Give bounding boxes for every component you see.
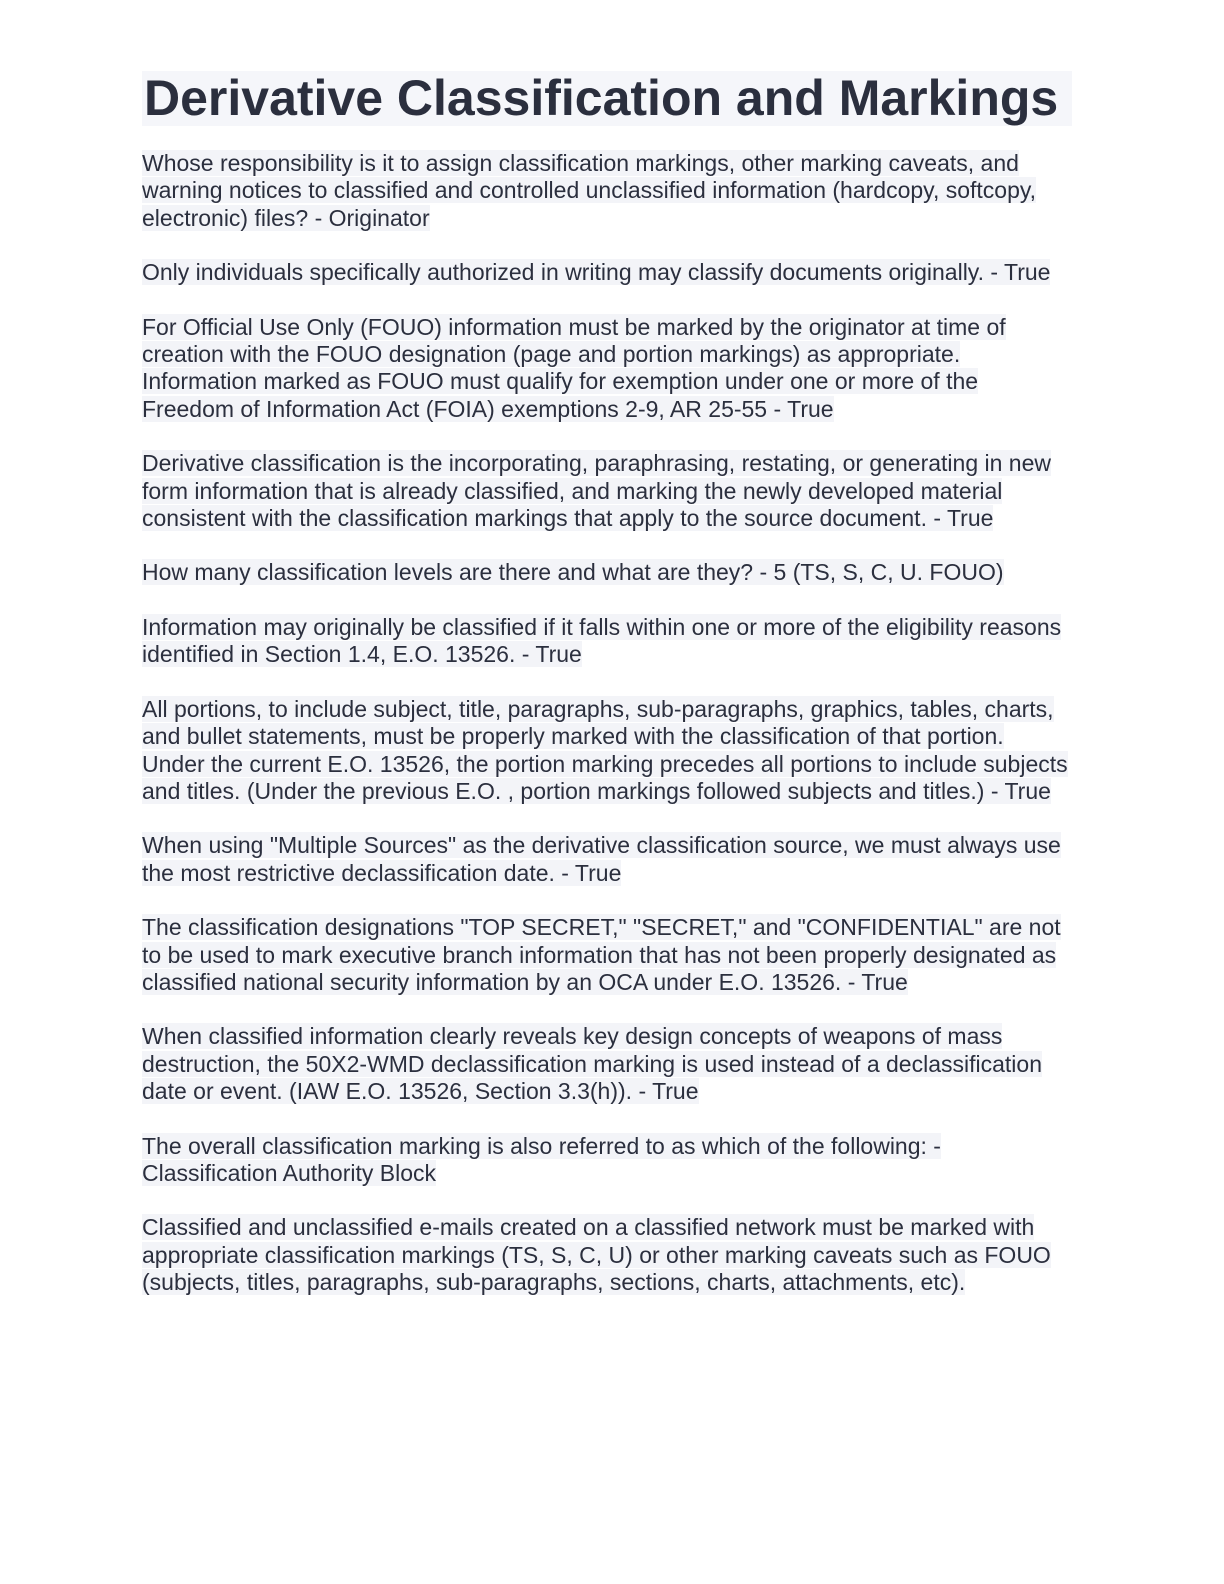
document-title: Derivative Classification and Markings — [142, 71, 1072, 126]
qa-text: For Official Use Only (FOUO) information must be marked by the originator at time of creation with the FOUO designation (page and portion markings) as appropriate. Information marked as FOUO must qualify for exemption under one or more of the Freedom of Information Act (FOIA) exemptions 2-9, AR 25-55 - True — [142, 313, 1006, 422]
qa-item-7 — [142, 696, 1072, 806]
document-page — [142, 71, 1072, 1324]
qa-text: When using "Multiple Sources" as the derivative classification source, we must always use the most restrictive declassification date. - True — [142, 832, 1061, 886]
qa-text: The overall classification marking is also referred to as which of the following: - Classification Authority Block — [142, 1132, 941, 1186]
qa-text: Classified and unclassified e-mails created on a classified network must be marked with appropriate classification markings (TS, S, C, U) or other marking caveats such as FOUO (subjects, titles, paragraphs, sub-paragraphs, sections, charts, attachments, etc). — [142, 1214, 1051, 1296]
qa-text: How many classification levels are there and what are they? - 5 (TS, S, C, U. FOUO) — [142, 559, 1004, 586]
qa-item-9 — [142, 914, 1072, 996]
qa-item-12 — [142, 1214, 1072, 1296]
qa-item-5 — [142, 559, 1072, 586]
qa-item-10 — [142, 1023, 1072, 1105]
qa-item-1 — [142, 150, 1072, 232]
qa-text: The classification designations "TOP SECRET," "SECRET," and "CONFIDENTIAL" are not to be used to mark executive branch information that has not been properly designated as classified national security information by an OCA under E.O. 13526. - True — [142, 914, 1061, 995]
qa-text: Whose responsibility is it to assign classification markings, other marking caveats, and warning notices to classified and controlled unclassified information (hardcopy, softcopy, electronic) files? - Originator — [142, 150, 1037, 231]
qa-text: Only individuals specifically authorized in writing may classify documents originally. - True — [142, 259, 1051, 286]
qa-text: Derivative classification is the incorporating, paraphrasing, restating, or generating in new form information that is already classified, and marking the newly developed material consistent with the classification markings that apply to the source document. - True — [142, 450, 1051, 532]
qa-text: All portions, to include subject, title, paragraphs, sub-paragraphs, graphics, tables, charts, and bullet statements, must be properly marked with the classification of that portion. Under the current E.O. 13526, the portion marking precedes all portions to include subjects and titles. (Under the previous E.O. , portion markings followed subjects and titles.) - True — [142, 695, 1068, 804]
qa-item-4 — [142, 450, 1072, 532]
qa-item-11 — [142, 1133, 1072, 1188]
qa-text: When classified information clearly reveals key design concepts of weapons of mass destruction, the 50X2-WMD declassification marking is used instead of a declassification date or event. (IAW E.O. 13526, Section 3.3(h)). - True — [142, 1023, 1042, 1105]
qa-item-2 — [142, 259, 1072, 286]
qa-item-6 — [142, 614, 1072, 669]
qa-text: Information may originally be classified if it falls within one or more of the eligibility reasons identified in Section 1.4, E.O. 13526. - True — [142, 613, 1062, 668]
qa-item-8 — [142, 832, 1072, 887]
qa-item-3 — [142, 314, 1072, 424]
